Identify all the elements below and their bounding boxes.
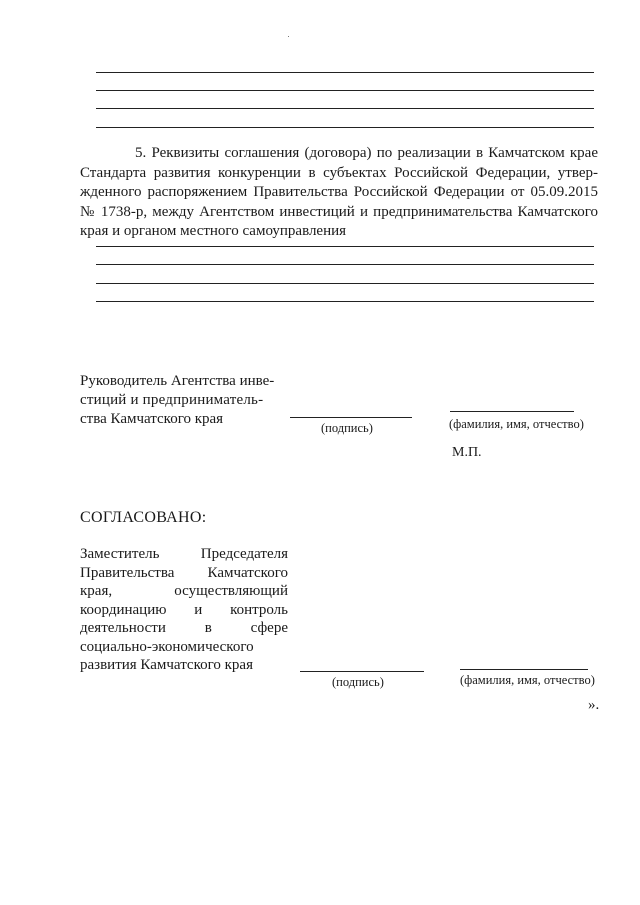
agreed-heading: СОГЛАСОВАНО: (80, 509, 207, 526)
blank-line (96, 246, 594, 247)
section-number: 5. (135, 145, 147, 161)
head-name-line (450, 411, 574, 412)
closing-quote: ». (588, 697, 600, 713)
blank-line (96, 108, 594, 109)
blank-line (96, 264, 594, 265)
deputy-signature-caption: (подпись) (332, 675, 384, 689)
blank-line (96, 283, 594, 284)
deputy-position-title: Заместитель Председателя Правительства Камчатского края, осуществляющий координацию и контроль деятельности в сфере социально-экономического развития Камчатского края (80, 546, 288, 673)
blank-line (96, 301, 594, 302)
blank-line (96, 90, 594, 91)
head-signature-line (290, 417, 412, 418)
head-position-line: ства Камчатского края (80, 411, 224, 427)
head-position-line: Руководитель Агентства инве- (80, 373, 275, 389)
blank-line (96, 127, 594, 128)
section-text: Реквизиты соглашения (договора) по реализации в Камчатском крае Стандарта развития конкуренции в субъектах Российской Федерации, утвер-жденного распоряжением Правительства Российской Федерации от 05.09.2015 № 1738-р, между Агентством инвестиций и предпринимательства Камчатского края и органом местного самоуправления (80, 145, 599, 239)
head-name-caption: (фамилия, имя, отчество) (449, 417, 584, 431)
head-signature-caption: (подпись) (321, 421, 373, 435)
blank-line (96, 72, 594, 73)
deputy-name-caption: (фамилия, имя, отчество) (460, 673, 595, 687)
head-position-line: стиций и предприниматель- (80, 392, 264, 408)
section-5-paragraph (80, 144, 598, 242)
deputy-name-line (460, 669, 588, 670)
stamp-placeholder: М.П. (452, 445, 482, 460)
deputy-signature-line (300, 671, 424, 672)
scan-speck (288, 36, 289, 37)
head-position-title (80, 372, 280, 429)
